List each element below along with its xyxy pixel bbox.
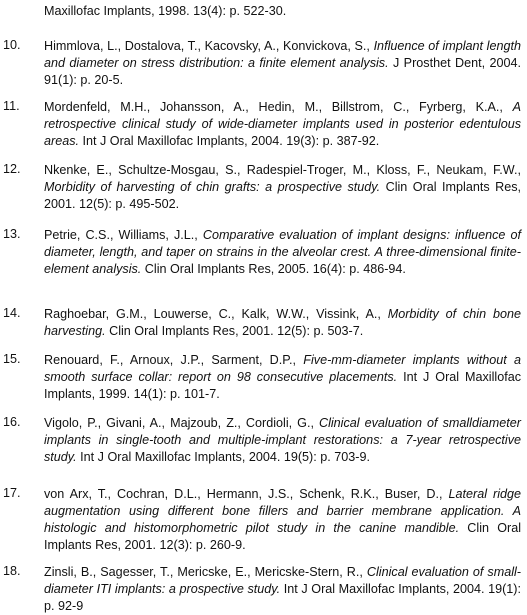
reference-title: Comparative evaluation of implant designs: influence of diameter, length, and taper on strains in the alveolar crest. A three-dimensional finite-element analysis. <box>44 228 521 276</box>
reference-source: Int J Oral Maxillofac Implants, 2004. 19(3): p. 387-92. <box>79 133 380 148</box>
reference-authors: Raghoebar, G.M., Louwerse, C., Kalk, W.W., Vissink, A., <box>44 307 388 321</box>
reference-authors: Himmlova, L., Dostalova, T., Kacovsky, A., Konvickova, S., <box>44 39 374 53</box>
reference-authors: Zinsli, B., Sagesser, T., Mericske, E., Mericske-Stern, R., <box>44 565 367 579</box>
reference-text <box>44 486 521 554</box>
reference-text <box>44 38 521 89</box>
reference-number: 14. <box>3 306 21 320</box>
reference-number: 13. <box>3 227 21 241</box>
reference-text <box>44 162 521 213</box>
reference-number: 18. <box>3 564 21 578</box>
reference-text <box>44 227 521 278</box>
reference-source: Int J Oral Maxillofac Implants, 2004. 19(1): p. 92-9 <box>44 581 521 613</box>
reference-title: Clinical evaluation of smalldiameter implants in single-tooth and multiple-implant restorations: a 7-year retrospective study. <box>44 416 521 464</box>
reference-text <box>44 415 521 466</box>
reference-number: 10. <box>3 38 21 52</box>
reference-title: Morbidity of harvesting of chin grafts: a prospective study. <box>44 179 381 194</box>
reference-text <box>44 306 521 340</box>
reference-authors: von Arx, T., Cochran, D.L., Hermann, J.S., Schenk, R.K., Buser, D., <box>44 487 449 501</box>
reference-text <box>44 352 521 403</box>
reference-source: Int J Oral Maxillofac Implants, 1999. 14(1): p. 101-7. <box>44 369 522 401</box>
reference-authors: Petrie, C.S., Williams, J.L., <box>44 228 203 242</box>
reference-continuation-text: Maxillofac Implants, 1998. 13(4): p. 522-30. <box>44 4 287 18</box>
reference-number: 12. <box>3 162 21 176</box>
reference-number: 16. <box>3 415 21 429</box>
reference-authors: Vigolo, P., Givani, A., Majzoub, Z., Cordioli, G., <box>44 416 319 430</box>
reference-authors: Nkenke, E., Schultze-Mosgau, S., Radespiel-Troger, M., Kloss, F., Neukam, F.W., <box>44 163 521 177</box>
reference-source: Clin Oral Implants Res, 2001. 12(5): p. 495-502. <box>44 179 521 211</box>
reference-title: Lateral ridge augmentation using different bone fillers and barrier membrane application. A histologic and histomorphometric pilot study in the canine mandible. <box>44 487 522 535</box>
reference-title: Influence of implant length and diameter on stress distribution: a finite element analysis. <box>44 39 521 70</box>
reference-text <box>44 99 521 150</box>
reference-text <box>44 564 521 615</box>
reference-authors: Renouard, F., Arnoux, J.P., Sarment, D.P., <box>44 353 304 367</box>
reference-title: Morbidity of chin bone harvesting. <box>44 307 521 338</box>
reference-number: 15. <box>3 352 21 366</box>
reference-title: Clinical evaluation of small-diameter ITI implants: a prospective study. <box>44 565 521 596</box>
reference-source: Int J Oral Maxillofac Implants, 2004. 19(5): p. 703-9. <box>76 449 370 464</box>
reference-authors: Mordenfeld, M.H., Johansson, A., Hedin, M., Billstrom, C., Fyrberg, K.A., <box>44 100 513 114</box>
reference-number: 17. <box>3 486 21 500</box>
reference-title: A retrospective clinical study of wide-diameter implants used in posterior edentulous areas. <box>44 100 521 148</box>
reference-source: Clin Oral Implants Res, 2005. 16(4): p. 486-94. <box>141 261 406 276</box>
reference-title: Five-mm-diameter implants without a smooth surface collar: report on 98 consecutive placements. <box>44 353 521 384</box>
reference-source: Clin Oral Implants Res, 2001. 12(5): p. 503-7. <box>105 323 364 338</box>
reference-source: J Prosthet Dent, 2004. 91(1): p. 20-5. <box>44 55 521 87</box>
reference-source: Clin Oral Implants Res, 2001. 12(3): p. 260-9. <box>44 520 521 552</box>
reference-number: 11. <box>3 99 20 113</box>
